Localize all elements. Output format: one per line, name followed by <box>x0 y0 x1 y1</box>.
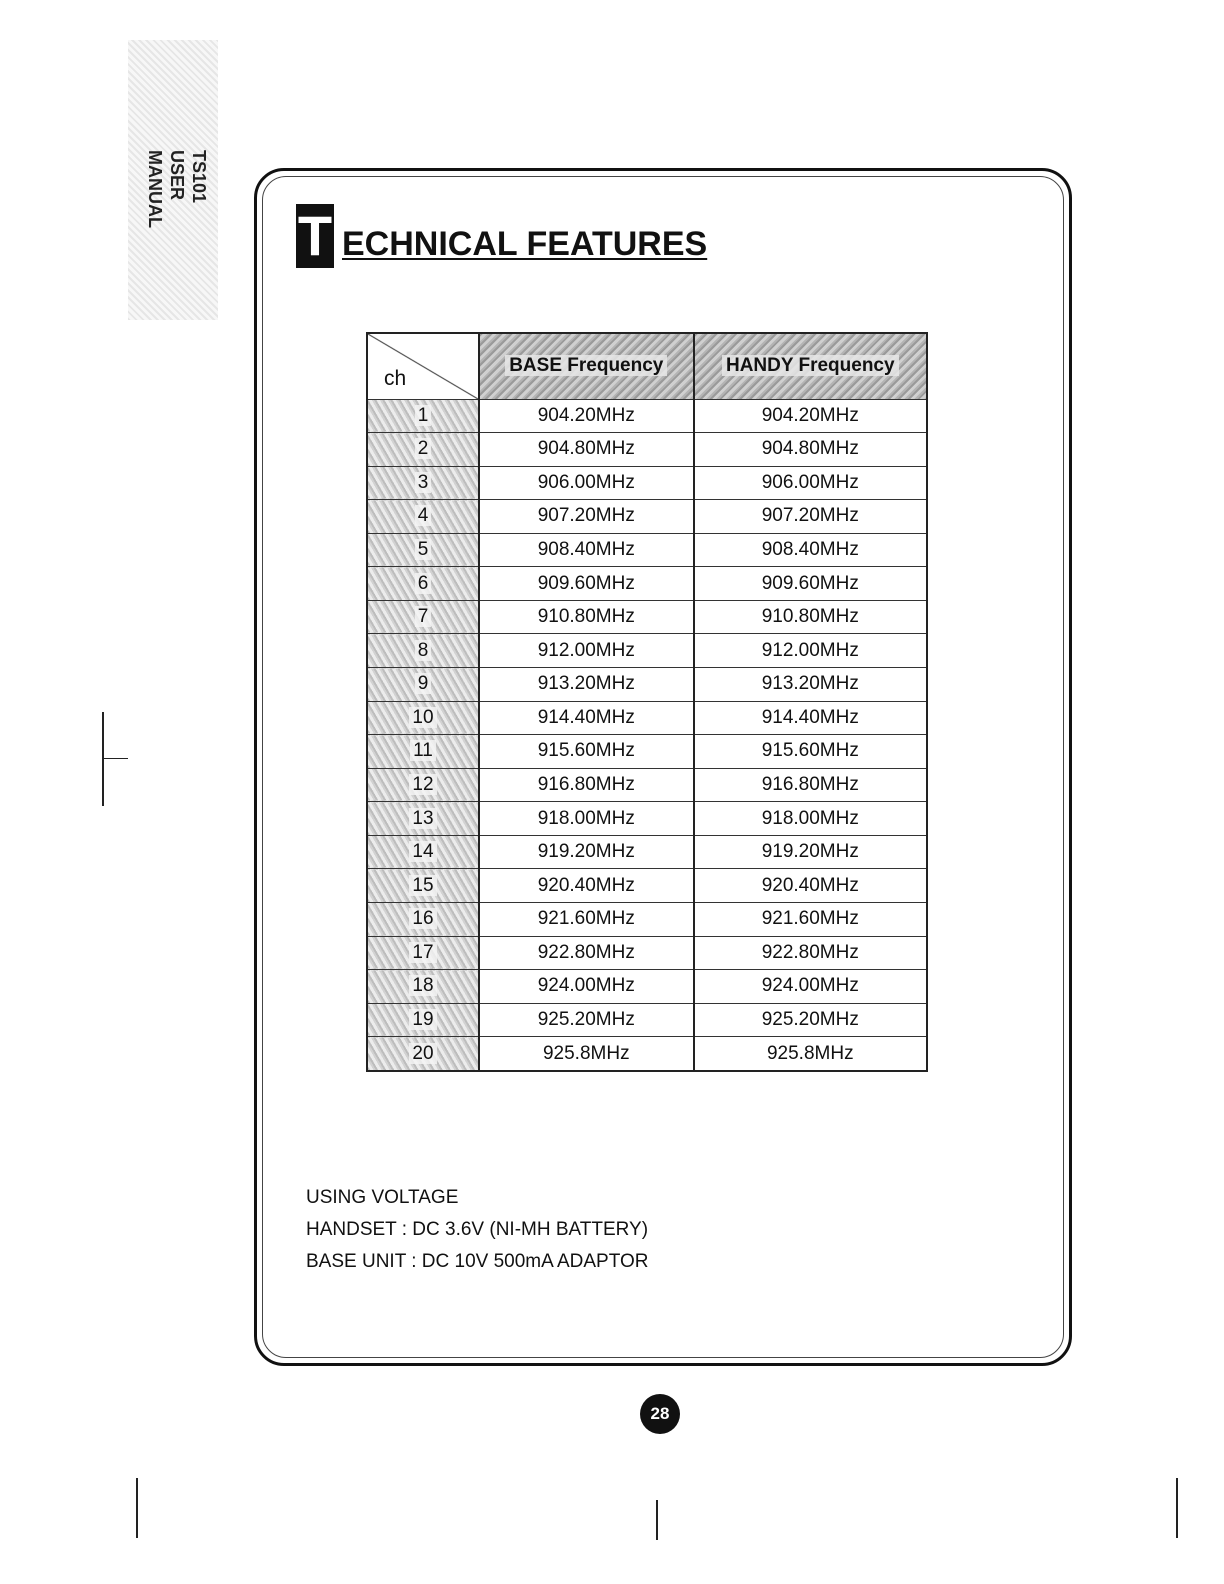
header-handy-label: HANDY Frequency <box>722 355 899 376</box>
side-tab <box>145 150 210 280</box>
title-text: ECHNICAL FEATURES <box>342 225 708 263</box>
registration-mark-left-tick <box>104 758 128 759</box>
base-frequency-cell: 921.60MHz <box>479 902 694 936</box>
base-frequency-cell: 904.80MHz <box>479 433 694 467</box>
base-frequency-cell: 908.40MHz <box>479 533 694 567</box>
base-frequency-cell: 924.00MHz <box>479 970 694 1004</box>
base-frequency-cell: 920.40MHz <box>479 869 694 903</box>
channel-number: 12 <box>409 774 436 795</box>
channel-number: 4 <box>415 505 432 526</box>
base-frequency-cell: 922.80MHz <box>479 936 694 970</box>
base-frequency-cell: 909.60MHz <box>479 567 694 601</box>
table-row <box>367 902 927 936</box>
handy-frequency-cell: 916.80MHz <box>694 768 927 802</box>
base-frequency-cell: 916.80MHz <box>479 768 694 802</box>
handy-frequency-cell: 918.00MHz <box>694 802 927 836</box>
table-row <box>367 802 927 836</box>
channel-number: 6 <box>415 573 432 594</box>
table-header-row <box>367 333 927 399</box>
handy-frequency-cell: 919.20MHz <box>694 835 927 869</box>
table-row <box>367 869 927 903</box>
table-row <box>367 433 927 467</box>
handy-frequency-cell: 904.20MHz <box>694 399 927 433</box>
page-number-badge: 28 <box>640 1394 680 1434</box>
channel-number: 9 <box>415 673 432 694</box>
table-row <box>367 735 927 769</box>
header-base-frequency <box>479 333 694 399</box>
channel-cell <box>367 869 479 903</box>
channel-number: 10 <box>409 707 436 728</box>
handy-frequency-cell: 909.60MHz <box>694 567 927 601</box>
registration-mark-bottom-left <box>136 1478 138 1538</box>
voltage-handset: HANDSET : DC 3.6V (NI-MH BATTERY) <box>306 1219 649 1240</box>
registration-mark-bottom-right <box>1176 1478 1178 1538</box>
channel-cell <box>367 835 479 869</box>
base-frequency-cell: 907.20MHz <box>479 500 694 534</box>
channel-number: 17 <box>409 942 436 963</box>
table-row <box>367 533 927 567</box>
channel-cell <box>367 399 479 433</box>
base-frequency-cell: 915.60MHz <box>479 735 694 769</box>
channel-cell <box>367 902 479 936</box>
table-row <box>367 970 927 1004</box>
side-tab-label: USER MANUAL <box>145 150 187 228</box>
voltage-section <box>306 1182 648 1278</box>
handy-frequency-cell: 908.40MHz <box>694 533 927 567</box>
channel-cell <box>367 668 479 702</box>
base-frequency-cell: 914.40MHz <box>479 701 694 735</box>
handy-frequency-cell: 906.00MHz <box>694 466 927 500</box>
handy-frequency-cell: 921.60MHz <box>694 902 927 936</box>
base-frequency-cell: 910.80MHz <box>479 600 694 634</box>
base-frequency-cell: 912.00MHz <box>479 634 694 668</box>
table-row <box>367 936 927 970</box>
channel-cell <box>367 1037 479 1071</box>
handy-frequency-cell: 912.00MHz <box>694 634 927 668</box>
table-row <box>367 1037 927 1071</box>
channel-number: 19 <box>409 1009 436 1030</box>
handy-frequency-cell: 904.80MHz <box>694 433 927 467</box>
channel-cell <box>367 1003 479 1037</box>
side-tab-model: TS101 <box>189 150 209 204</box>
channel-number: 5 <box>415 539 432 560</box>
handy-frequency-cell: 925.20MHz <box>694 1003 927 1037</box>
voltage-title: USING VOLTAGE <box>306 1187 459 1208</box>
base-frequency-cell: 925.8MHz <box>479 1037 694 1071</box>
channel-cell <box>367 466 479 500</box>
channel-number: 20 <box>409 1043 436 1064</box>
registration-mark-bottom-center <box>656 1500 658 1540</box>
channel-number: 3 <box>415 472 432 493</box>
table-row <box>367 500 927 534</box>
table-row <box>367 600 927 634</box>
channel-cell <box>367 802 479 836</box>
table-row <box>367 668 927 702</box>
channel-cell <box>367 533 479 567</box>
channel-cell <box>367 735 479 769</box>
handy-frequency-cell: 925.8MHz <box>694 1037 927 1071</box>
channel-number: 13 <box>409 808 436 829</box>
channel-number: 11 <box>410 740 436 761</box>
header-base-label: BASE Frequency <box>505 355 667 376</box>
handy-frequency-cell: 922.80MHz <box>694 936 927 970</box>
base-frequency-cell: 919.20MHz <box>479 835 694 869</box>
frequency-table <box>366 332 928 1072</box>
registration-mark-left <box>102 712 104 806</box>
table-row <box>367 835 927 869</box>
header-corner-cell <box>367 333 479 399</box>
channel-cell <box>367 500 479 534</box>
header-handy-frequency <box>694 333 927 399</box>
channel-number: 18 <box>409 975 436 996</box>
base-frequency-cell: 913.20MHz <box>479 668 694 702</box>
table-row <box>367 1003 927 1037</box>
table-body <box>367 399 927 1071</box>
channel-number: 14 <box>409 841 436 862</box>
handy-frequency-cell: 907.20MHz <box>694 500 927 534</box>
channel-cell <box>367 600 479 634</box>
handy-frequency-cell: 914.40MHz <box>694 701 927 735</box>
table-row <box>367 466 927 500</box>
channel-cell <box>367 970 479 1004</box>
channel-number: 7 <box>415 606 432 627</box>
handy-frequency-cell: 924.00MHz <box>694 970 927 1004</box>
channel-number: 16 <box>409 908 436 929</box>
table-row <box>367 634 927 668</box>
base-frequency-cell: 904.20MHz <box>479 399 694 433</box>
handy-frequency-cell: 910.80MHz <box>694 600 927 634</box>
channel-cell <box>367 567 479 601</box>
handy-frequency-cell: 920.40MHz <box>694 869 927 903</box>
handy-frequency-cell: 913.20MHz <box>694 668 927 702</box>
voltage-base-unit: BASE UNIT : DC 10V 500mA ADAPTOR <box>306 1251 649 1272</box>
channel-cell <box>367 701 479 735</box>
channel-number: 2 <box>415 438 432 459</box>
channel-cell <box>367 936 479 970</box>
table-row <box>367 399 927 433</box>
channel-cell <box>367 768 479 802</box>
table-row <box>367 768 927 802</box>
title-initial: T <box>297 204 333 267</box>
table-row <box>367 567 927 601</box>
channel-cell <box>367 433 479 467</box>
channel-number: 1 <box>415 405 432 426</box>
channel-number: 8 <box>415 640 432 661</box>
base-frequency-cell: 925.20MHz <box>479 1003 694 1037</box>
channel-cell <box>367 634 479 668</box>
handy-frequency-cell: 915.60MHz <box>694 735 927 769</box>
base-frequency-cell: 906.00MHz <box>479 466 694 500</box>
base-frequency-cell: 918.00MHz <box>479 802 694 836</box>
channel-number: 15 <box>409 875 436 896</box>
table-row <box>367 701 927 735</box>
header-ch-label: ch <box>384 366 407 390</box>
